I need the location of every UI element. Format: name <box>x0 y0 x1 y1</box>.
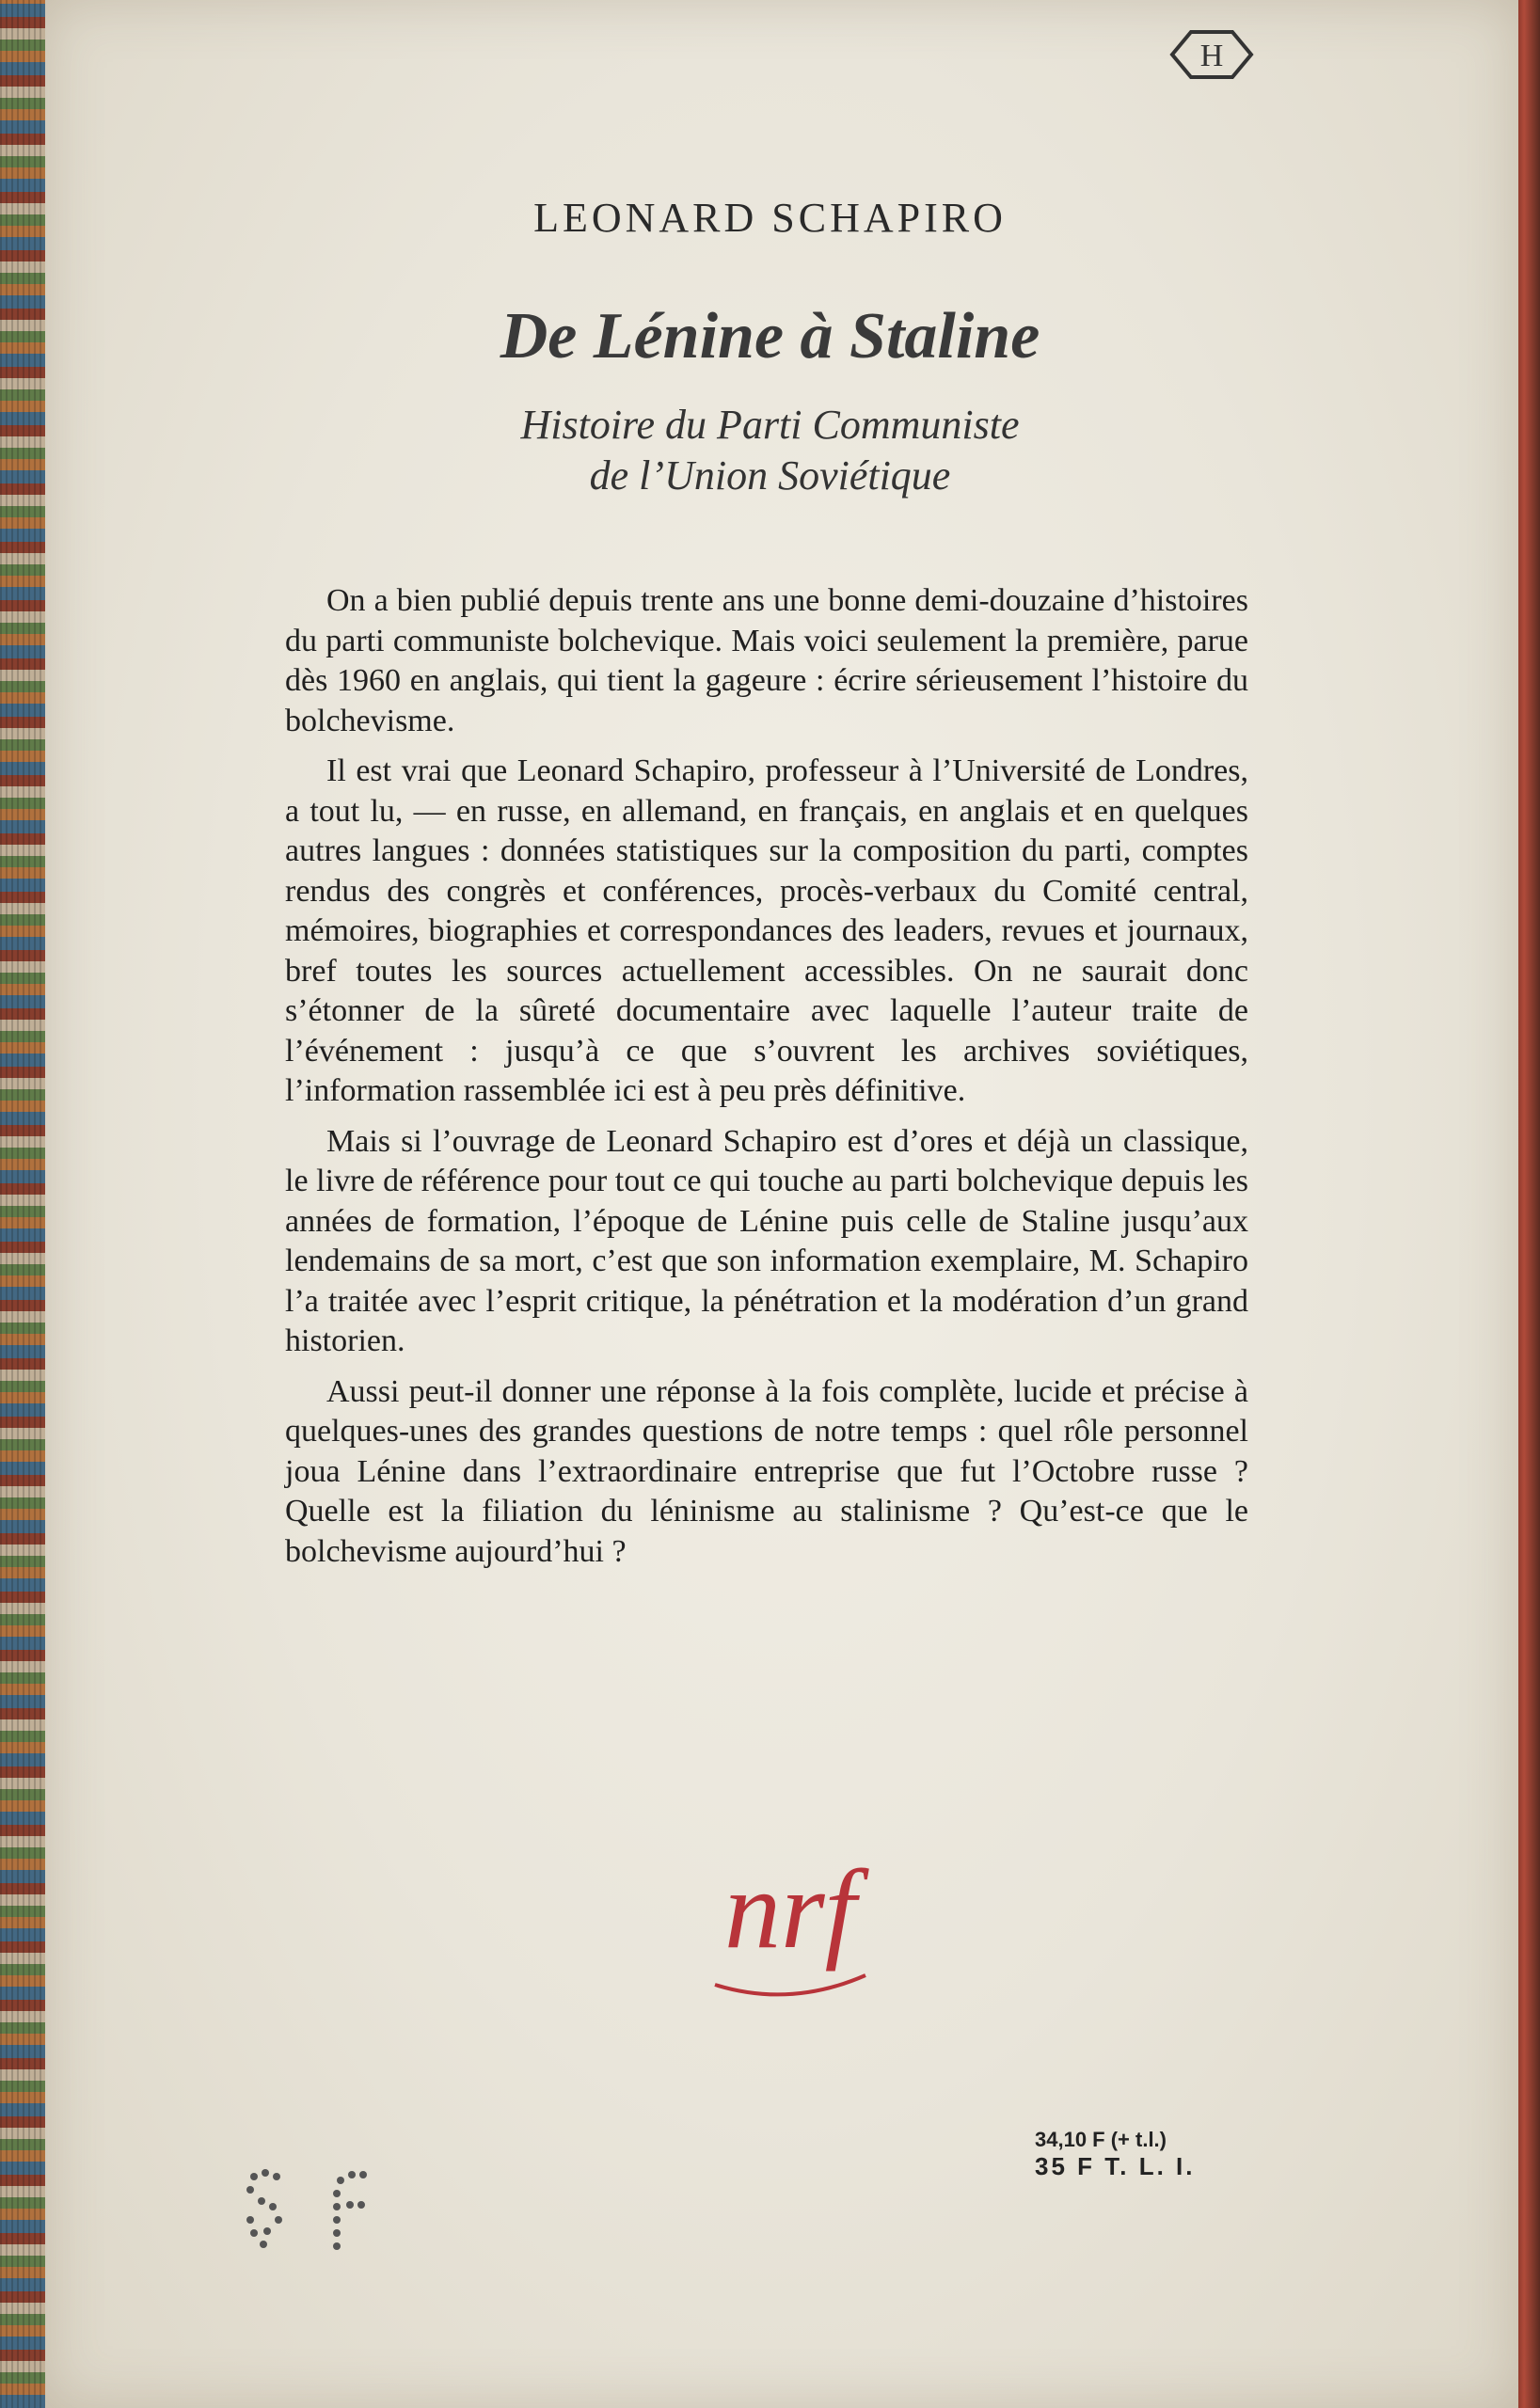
publisher-hexagon-mark <box>1167 26 1257 83</box>
book-subtitle-line1: Histoire du Parti Communiste <box>520 402 1020 448</box>
book-title: De Lénine à Staline <box>500 300 1040 372</box>
blurb-paragraph-2: Il est vrai que Leonard Schapiro, professeur à l’Université de Londres, a tout lu, — en russe, en allemand, en français, en anglais et en quelques autres langues : données statistiques sur la composition du parti, comptes rendus des congrès et conférences, procès-verbaux du Comité central, mémoires, biographies et correspondances des leaders, revues et journaux, bref toutes les sources actuellement accessibles. On ne saurait donc s’étonner de la sûreté documentaire avec laquelle l’auteur traite de l’événement : jusqu’à ce que s’ouvrent les archives soviétiques, l’information rassemblée ici est à peu près définitive. <box>285 753 1248 1108</box>
nrf-logo-text: nrf <box>723 1846 857 1972</box>
price-line-1: 34,10 F (+ t.l.) <box>1035 2128 1167 2151</box>
blurb-paragraph-3: Mais si l’ouvrage de Leonard Schapiro est d’ores et déjà un classique, le livre de référence pour tout ce qui touche au parti bolchevique depuis les années de formation, l’époque de Lénine puis celle de Staline jusqu’aux lendemains de sa mort, c’est que son information exemplaire, M. Schapiro l’a traitée avec l’esprit critique, la pénétration et la modération d’un grand historien. <box>285 1123 1248 1358</box>
blurb-paragraph-4: Aussi peut-il donner une réponse à la fois complète, lucide et précise à quelques-unes des grandes questions de notre temps : quel rôle personnel joua Lénine dans l’extraordinaire entreprise que fut l’Octobre russe ? Quelle est la filiation du léninisme au stalinisme ? Qu’est-ce que le bolchevisme aujourd’hui ? <box>285 1373 1248 1569</box>
perforated-stamp-marks <box>235 2163 395 2258</box>
publisher-mark-letter: H <box>1199 39 1224 73</box>
blurb-paragraph-1: On a bien publié depuis trente ans une bonne demi-douzaine d’histoires du parti communiste bolchevique. Mais voici seulement la première, parue dès 1960 en anglais, qui tient la gageure : écrire sérieusement l’histoire du bolchevisme. <box>285 583 1248 738</box>
author-name: LEONARD SCHAPIRO <box>533 195 1007 241</box>
blurb-text <box>285 581 1248 1582</box>
book-subtitle-line2: de l’Union Soviétique <box>589 452 951 499</box>
nrf-logo <box>677 1844 903 2013</box>
price-line-2: 35 F T. L. I. <box>1035 2152 1196 2180</box>
